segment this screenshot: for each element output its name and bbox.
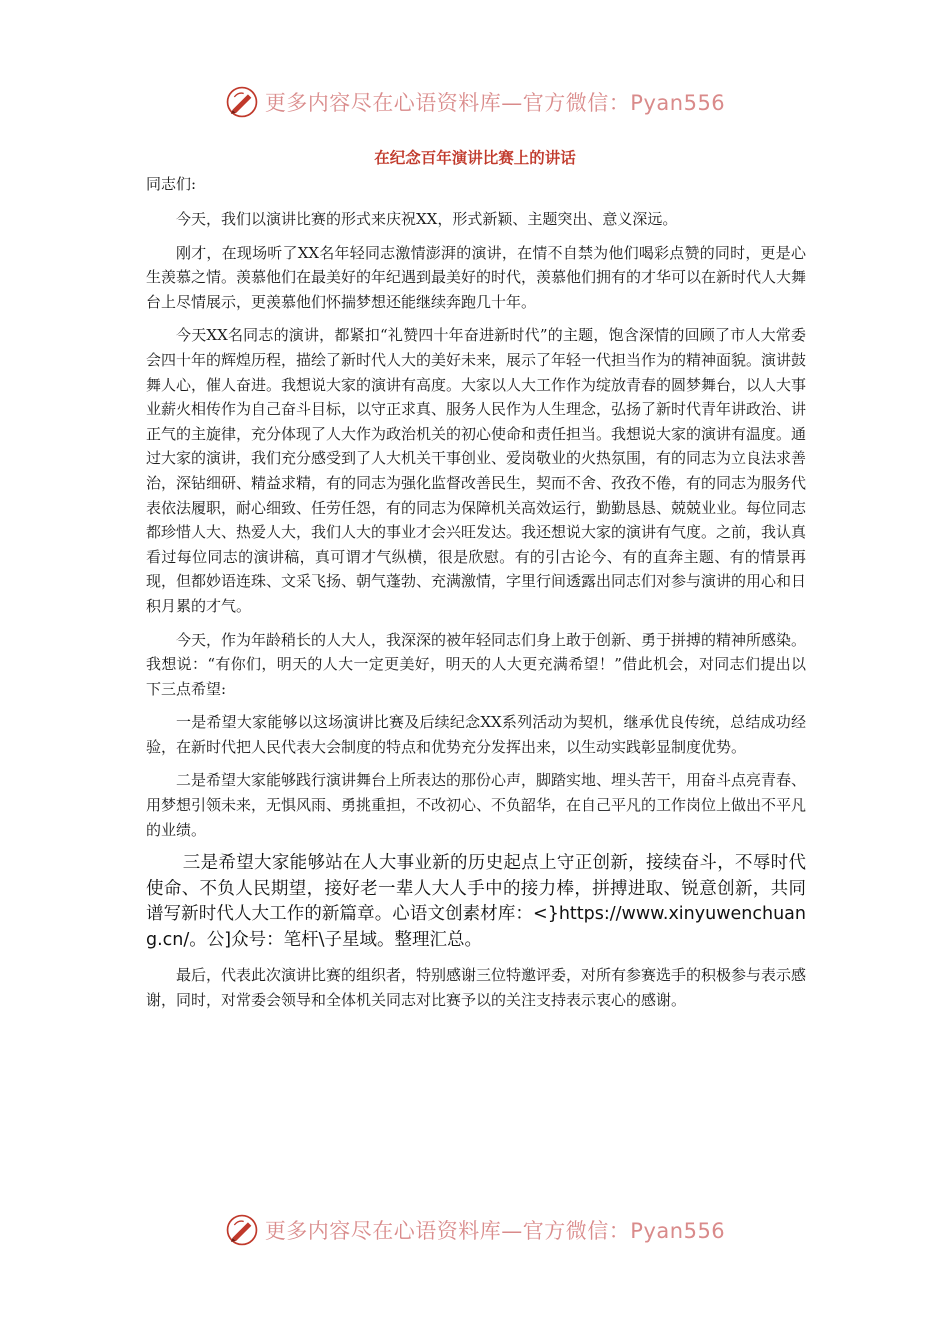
paragraph-opening: 今天，我们以演讲比赛的形式来庆祝XX，形式新颖、主题突出、意义深远。 [176,210,678,228]
header-banner [0,82,950,122]
footer-banner [0,1210,950,1250]
pen-logo-icon [225,1213,259,1247]
paragraph-speech-review: 今天XX名同志的演讲，都紧扣“礼赞四十年奋进新时代”的主题，饱含深情的回顾了市人大常委会四十年的辉煌历程，描绘了新时代人大的美好未来，展示了年轻一代担当作为的精神面貌。演讲鼓舞人心，催人奋进。我想说大家的演讲有高度。大家以人大工作作为绽放青春的圆梦舞台，以人大事业薪火相传作为自己奋斗目标，以守正求真、服务人民作为人生理念，弘扬了新时代青年讲政治、讲正气的主旋律，充分体现了人大作为政治机关的初心使命和责任担当。我想说大家的演讲有温度。通过大家的演讲，我们充分感受到了人大机关干事创业、爱岗敬业的火热氛围，有的同志为立良法求善治，深钻细研、精益求精，有的同志为强化监督改善民生，契而不舍、孜孜不倦，有的同志为服务代表依法履职，耐心细致、任劳任怨，有的同志为保障机关高效运行，勤勤恳恳、兢兢业业。每位同志都珍惜人大、热爱人大，我们人大的事业才会兴旺发达。我还想说大家的演讲有气度。之前，我认真看过每位同志的演讲稿，真可谓才气纵横，很是欣慰。有的引古论今、有的直奔主题、有的情景再现，但都妙语连珠、文采飞扬、朝气蓬勃、充满激情，字里行间透露出同志们对参与演讲的用心和日积月累的才气。 [146,326,807,615]
banner-text: 更多内容尽在心语资料库—官方微信：Pyan556 [264,1219,726,1243]
salutation: 同志们: [146,175,197,193]
paragraph-hope-three: 三是希望大家能够站在人大事业新的历史起点上守正创新，接续奋斗，不辱时代使命、不负人民期望，接好老一辈人大人手中的接力棒，拼搏进取、锐意创新，共同谱写新时代人大工作的新篇章。心语文创素材库：<}https://www.xinyuwenchuang.cn/。公]众号：笔杆\子星域。整理汇总。 [146,853,806,950]
paragraph-hope-two: 二是希望大家能够践行演讲舞台上所表达的那份心声，脚踏实地、埋头苦干，用奋斗点亮青春、用梦想引领未来，无惧风雨、勇挑重担，不改初心、不负韶华，在自己平凡的工作岗位上做出不平凡的业绩。 [146,771,807,839]
paragraph-closing: 最后，代表此次演讲比赛的组织者，特别感谢三位特邀评委，对所有参赛选手的积极参与表示感谢，同时，对常委会领导和全体机关同志对比赛予以的关注支持表示衷心的感谢。 [146,966,807,1009]
document-title: 在纪念百年演讲比赛上的讲话 [374,149,576,167]
paragraph-hope-one: 一是希望大家能够以这场演讲比赛及后续纪念XX系列活动为契机，继承优良传统，总结成功经验，在新时代把人民代表大会制度的特点和优势充分发挥出来，以生动实践彰显制度优势。 [146,713,806,756]
banner-text: 更多内容尽在心语资料库—官方微信：Pyan556 [264,91,726,115]
document-body [146,172,806,1021]
paragraph-hopes-intro: 今天，作为年龄稍长的人大人，我深深的被年轻同志们身上敢于创新、勇于拼搏的精神所感染。我想说：“有你们，明天的人大一定更美好，明天的人大更充满希望！”借此机会，对同志们提出以下三点希望: [146,630,807,698]
pen-logo-icon [225,85,259,119]
paragraph-envy: 刚才，在现场听了XX名年轻同志激情澎湃的演讲，在情不自禁为他们喝彩点赞的同时，更是心生羡慕之情。羡慕他们在最美好的年纪遇到最美好的时代，羡慕他们拥有的才华可以在新时代人大舞台上尽情展示，更羡慕他们怀揣梦想还能继续奔跑几十年。 [146,243,807,311]
